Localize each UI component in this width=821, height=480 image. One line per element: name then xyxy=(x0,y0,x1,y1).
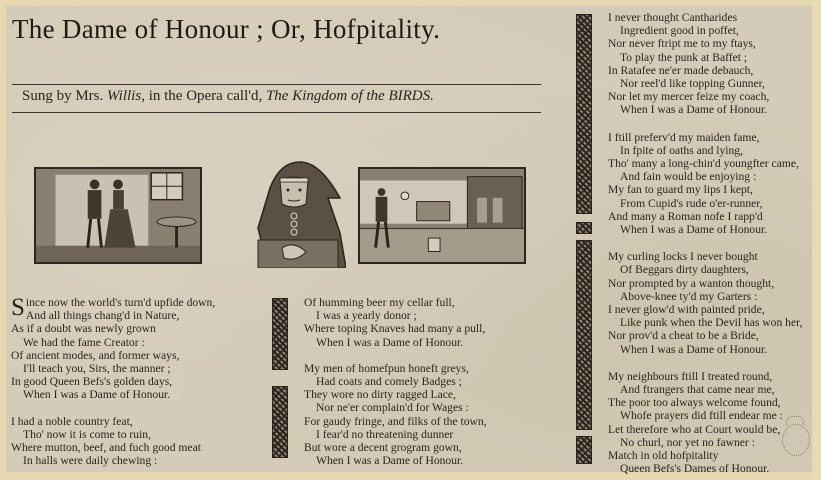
stanza xyxy=(608,11,802,117)
verse-line: Of ancient modes, and former ways, xyxy=(11,348,180,362)
verse-line: When I was a Dame of Honour. xyxy=(620,223,768,237)
subtitle-part1: Sung by Mrs. xyxy=(22,88,108,104)
verse-line: When I was a Dame of Honour. xyxy=(316,335,464,349)
verse-line: When I was a Dame of Honour. xyxy=(23,388,171,402)
verse-line: I ftill preferv'd my maiden fame, xyxy=(608,130,760,144)
stanza xyxy=(304,296,487,349)
stanza xyxy=(608,250,802,356)
stanza xyxy=(608,370,802,476)
hooded-woman-illustration xyxy=(250,158,346,268)
top-rule xyxy=(12,84,541,85)
verse-line: I had a noble country feat, xyxy=(11,414,133,428)
verse-line: Of humming beer my cellar full, xyxy=(304,296,455,309)
verse-line: Where mutton, beef, and fuch good meat xyxy=(11,441,201,455)
verse-line: From Cupid's rude o'er-runner, xyxy=(620,196,763,210)
hooded-woman-portrait-woodcut xyxy=(250,158,346,268)
printers-ornament-border xyxy=(576,14,592,214)
verse-line: Of Beggars dirty daughters, xyxy=(620,263,749,277)
singer-name: Willis xyxy=(107,88,142,104)
printers-ornament-border xyxy=(576,436,592,464)
library-stamp xyxy=(782,424,810,456)
verse-line: In fpite of oaths and lying, xyxy=(620,143,743,157)
verse-line: Ingredient good in poffet, xyxy=(620,24,739,38)
printers-ornament-border xyxy=(576,222,592,234)
verse-line: Queen Befs's Dames of Honour. xyxy=(620,462,770,476)
verse-line: Match in old hofpitality xyxy=(608,449,719,463)
verse-line: And fain would be enjoying : xyxy=(620,170,757,184)
printers-ornament-border xyxy=(576,240,592,430)
middle-column xyxy=(304,296,487,467)
subtitle-part2: , in the Opera call'd, xyxy=(141,88,266,104)
verse-line: When I was a Dame of Honour. xyxy=(620,342,768,356)
verse-line: Whofe prayers did ftill endear me : xyxy=(620,409,783,423)
verse-line: My curling locks I never bought xyxy=(608,250,758,264)
verse-line: In good Queen Befs's golden days, xyxy=(11,375,173,389)
verse-line: But wore a decent grogram gown, xyxy=(304,441,462,455)
verse-line: In Ratafee ne'er made debauch, xyxy=(608,63,754,77)
verse-line: Nor prompted by a wanton thought, xyxy=(608,276,775,290)
verse-line: The poor too always welcome found, xyxy=(608,396,781,410)
man-in-garden-woodcut xyxy=(358,167,526,264)
verse-line: I'll teach you, Sirs, the manner ; xyxy=(23,362,171,376)
verse-line: My men of homefpun honeft greys, xyxy=(304,361,469,375)
verse-line: My fan to guard my lips I kept, xyxy=(608,183,753,197)
verse-line: I never glow'd with painted pride, xyxy=(608,303,765,317)
verse-line: Nor never ftript me to my ftays, xyxy=(608,37,756,51)
verse-line: Tho' many a long-chin'd youngfter came, xyxy=(608,157,799,171)
verse-line: I fear'd no threatening dunner xyxy=(316,427,454,441)
stanza xyxy=(608,131,802,237)
verse-line: As if a doubt was newly grown xyxy=(11,322,156,336)
verse-line: Like punk when the Devil has won her, xyxy=(620,316,803,330)
stanza xyxy=(11,415,215,468)
verse-line: I never thought Cantharides xyxy=(608,11,738,24)
verse-line: And ftrangers that came near me, xyxy=(620,383,775,397)
verse-line: No churl, nor yet no fawner : xyxy=(620,435,755,449)
verse-line: When I was a Dame of Honour. xyxy=(620,103,768,117)
verse-line: They wore no dirty ragged Lace, xyxy=(304,388,456,402)
drop-cap: S xyxy=(11,294,25,321)
couple-interior-woodcut xyxy=(34,167,202,264)
man-in-garden-illustration xyxy=(360,169,524,262)
verse-line: Nor prov'd a cheat to be a Bride, xyxy=(608,329,759,343)
verse-line: And all things chang'd in Nature, xyxy=(25,309,180,323)
verse-line: For gaudy fringe, and filks of the town, xyxy=(304,414,487,428)
verse-line: When I was a Dame of Honour. xyxy=(316,454,464,468)
verse-line: And many a Roman nofe I rapp'd xyxy=(608,209,763,223)
right-column xyxy=(608,11,802,476)
verse-line: We had the fame Creator : xyxy=(23,335,145,349)
verse-line: Let therefore who at Court would be, xyxy=(608,422,781,436)
stanza xyxy=(304,362,487,468)
left-column xyxy=(11,296,215,467)
subtitle xyxy=(22,88,434,105)
verse-line: In halls were daily chewing : xyxy=(23,454,158,468)
verse-line: ince now the world's turn'd upfide down, xyxy=(25,296,216,309)
verse-line: Above-knee ty'd my Garters : xyxy=(620,289,758,303)
stanza xyxy=(11,296,215,402)
opera-name: The Kingdom of the BIRDS. xyxy=(265,88,434,104)
verse-line: Nor let my mercer feize my coach, xyxy=(608,90,770,104)
bottom-rule xyxy=(12,112,541,113)
verse-line: Where toping Knaves had many a pull, xyxy=(304,322,486,336)
verse-line: I was a yearly donor ; xyxy=(316,309,417,323)
verse-line: Nor ne'er complain'd for Wages : xyxy=(316,401,469,415)
verse-line: Had coats and comely Badges ; xyxy=(316,375,462,389)
verse-line: My neighbours ftill I treated round, xyxy=(608,369,773,383)
verse-line: Tho' now it is come to ruin, xyxy=(23,427,151,441)
broadside-title: The Dame of Honour ; Or, Hofpitality. xyxy=(12,14,441,44)
paper-edge xyxy=(812,0,821,480)
verse-line: Nor reel'd like topping Gunner, xyxy=(620,77,765,91)
couple-interior-illustration xyxy=(36,169,200,262)
printers-ornament-border xyxy=(272,386,288,458)
verse-line: To play the punk at Baffet ; xyxy=(620,50,748,64)
printers-ornament-border xyxy=(272,298,288,370)
